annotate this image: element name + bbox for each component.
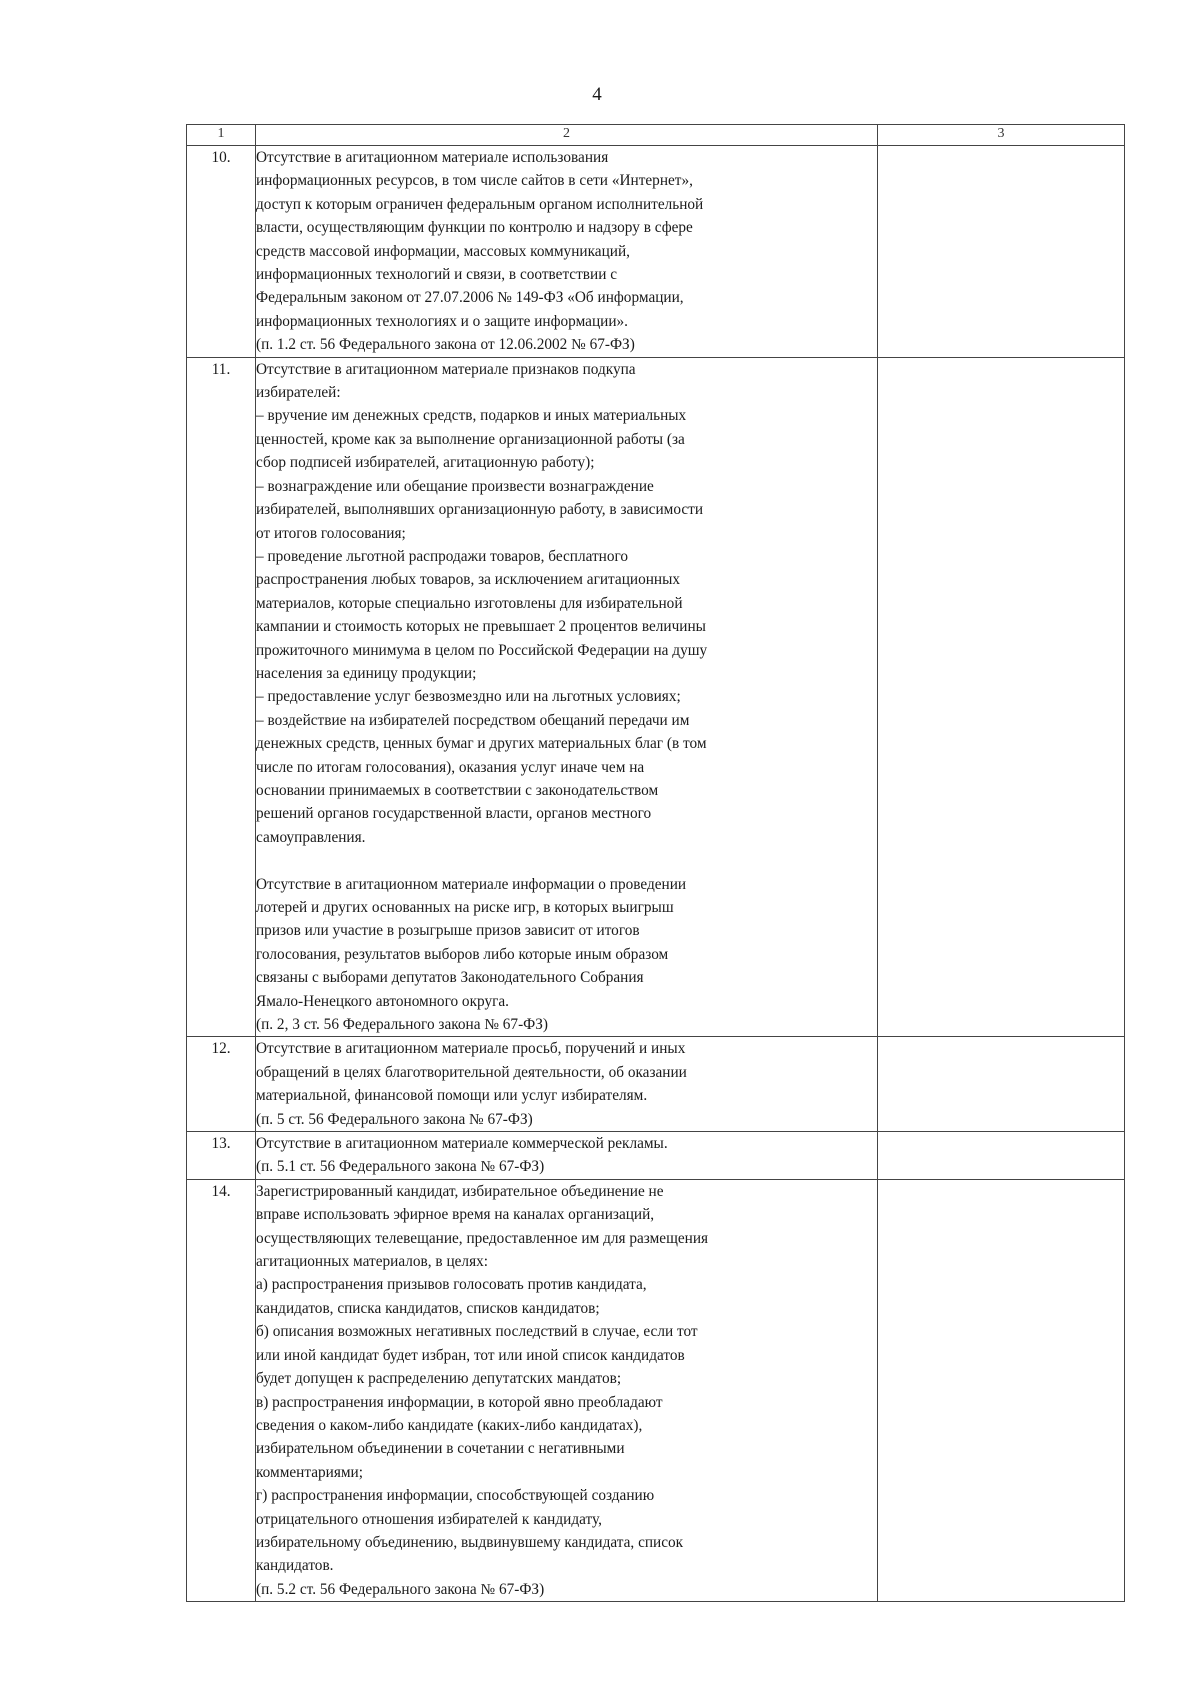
table-row bbox=[187, 1037, 1125, 1132]
row-number: 10. bbox=[187, 146, 256, 358]
page-number: 4 bbox=[592, 84, 602, 105]
row-text bbox=[256, 1132, 878, 1180]
text-line: избирателей: bbox=[256, 384, 341, 402]
row-notes-cell bbox=[878, 1179, 1125, 1601]
text-line: б) описания возможных негативных последствий в случае, если тот bbox=[256, 1323, 698, 1341]
row-number: 14. bbox=[187, 1179, 256, 1601]
text-line: самоуправления. bbox=[256, 828, 366, 846]
table-row bbox=[187, 1132, 1125, 1180]
text-line: власти, осуществляющим функции по контролю и надзору в сфере bbox=[256, 219, 693, 237]
row-notes-cell bbox=[878, 357, 1125, 1037]
text-line: – предоставление услуг безвозмездно или на льготных условиях; bbox=[256, 688, 681, 706]
row-number: 13. bbox=[187, 1132, 256, 1180]
text-line: осуществляющих телевещание, предоставленное им для размещения bbox=[256, 1229, 709, 1247]
text-line: отрицательного отношения избирателей к кандидату, bbox=[256, 1510, 602, 1528]
text-line: материалов, которые специально изготовлены для избирательной bbox=[256, 594, 683, 612]
text-line: – вручение им денежных средств, подарков и иных материальных bbox=[256, 407, 687, 425]
text-line: распространения любых товаров, за исключением агитационных bbox=[256, 571, 681, 589]
text-line: Отсутствие в агитационном материале признаков подкупа bbox=[256, 360, 636, 378]
text-line: Ямало-Ненецкого автономного округа. bbox=[256, 992, 509, 1010]
text-line: Отсутствие в агитационном материале коммерческой рекламы. bbox=[256, 1135, 668, 1153]
row-notes-cell bbox=[878, 1132, 1125, 1180]
text-line: Отсутствие в агитационном материале использования bbox=[256, 149, 609, 166]
text-line: лотерей и других основанных на риске игр, в которых выигрыш bbox=[256, 898, 674, 916]
text-line: решений органов государственной власти, органов местного bbox=[256, 805, 652, 823]
text-line: вправе использовать эфирное время на каналах организаций, bbox=[256, 1206, 655, 1224]
text-line: денежных средств, ценных бумаг и других материальных благ (в том bbox=[256, 735, 707, 753]
text-line: (п. 1.2 ст. 56 Федерального закона от 12.06.2002 № 67-ФЗ) bbox=[256, 336, 635, 354]
text-line: связаны с выборами депутатов Законодательного Собрания bbox=[256, 969, 644, 987]
text-line: Отсутствие в агитационном материале информации о проведении bbox=[256, 875, 687, 893]
row-number: 12. bbox=[187, 1037, 256, 1132]
text-line: агитационных материалов, в целях: bbox=[256, 1253, 489, 1271]
text-line: кандидатов, списка кандидатов, списков кандидатов; bbox=[256, 1299, 600, 1317]
row-text bbox=[256, 357, 878, 1037]
text-line: основании принимаемых в соответствии с законодательством bbox=[256, 781, 659, 799]
text-line: числе по итогам голосования), оказания услуг иначе чем на bbox=[256, 758, 645, 776]
row-notes-cell bbox=[878, 1037, 1125, 1132]
text-line: Федеральным законом от 27.07.2006 № 149-ФЗ «Об информации, bbox=[256, 289, 684, 307]
text-line: избирателей, выполнявших организационную работу, в зависимости bbox=[256, 501, 704, 519]
column-header-3: 3 bbox=[878, 125, 1125, 146]
table-row bbox=[187, 1179, 1125, 1601]
text-line: (п. 5.1 ст. 56 Федерального закона № 67-ФЗ) bbox=[256, 1158, 545, 1176]
text-line: населения за единицу продукции; bbox=[256, 664, 477, 682]
text-line: комментариями; bbox=[256, 1463, 363, 1481]
text-line: в) распространения информации, в которой явно преобладают bbox=[256, 1393, 663, 1411]
text-line: избирательном объединении в сочетании с негативными bbox=[256, 1440, 625, 1458]
table-row bbox=[187, 146, 1125, 358]
text-line: будет допущен к распределению депутатских мандатов; bbox=[256, 1370, 622, 1388]
text-line: доступ к которым ограничен федеральным органом исполнительной bbox=[256, 195, 704, 213]
text-line: – проведение льготной распродажи товаров, бесплатного bbox=[256, 547, 629, 565]
row-text bbox=[256, 1037, 878, 1132]
text-line: от итогов голосования; bbox=[256, 524, 406, 542]
row-notes-cell bbox=[878, 146, 1125, 358]
text-line: (п. 5.2 ст. 56 Федерального закона № 67-ФЗ) bbox=[256, 1580, 545, 1598]
table-row bbox=[187, 357, 1125, 1037]
text-line: избирательному объединению, выдвинувшему кандидата, список bbox=[256, 1533, 684, 1551]
text-line: сведения о каком-либо кандидате (каких-либо кандидатах), bbox=[256, 1416, 643, 1434]
paragraph-gap bbox=[256, 849, 877, 872]
text-line: (п. 5 ст. 56 Федерального закона № 67-ФЗ) bbox=[256, 1110, 533, 1128]
text-line: материальной, финансовой помощи или услуг избирателям. bbox=[256, 1087, 648, 1105]
text-line: или иной кандидат будет избран, тот или иной список кандидатов bbox=[256, 1346, 685, 1364]
text-line: сбор подписей избирателей, агитационную работу); bbox=[256, 454, 595, 472]
text-line: обращений в целях благотворительной деятельности, об оказании bbox=[256, 1063, 687, 1081]
text-line: – воздействие на избирателей посредством обещаний передачи им bbox=[256, 711, 690, 729]
text-line: Зарегистрированный кандидат, избирательное объединение не bbox=[256, 1182, 664, 1200]
text-line: голосования, результатов выборов либо которые иным образом bbox=[256, 945, 669, 963]
row-text bbox=[256, 1179, 878, 1601]
text-line: а) распространения призывов голосовать против кандидата, bbox=[256, 1276, 647, 1294]
row-number: 11. bbox=[187, 357, 256, 1037]
text-line: (п. 2, 3 ст. 56 Федерального закона № 67-ФЗ) bbox=[256, 1016, 549, 1034]
text-line: прожиточного минимума в целом по Российской Федерации на душу bbox=[256, 641, 708, 659]
text-line: призов или участие в розыгрыше призов зависит от итогов bbox=[256, 922, 640, 940]
text-line: – вознаграждение или обещание произвести вознаграждение bbox=[256, 477, 654, 495]
column-header-2: 2 bbox=[256, 125, 878, 146]
text-line: ценностей, кроме как за выполнение организационной работы (за bbox=[256, 430, 685, 448]
row-text bbox=[256, 146, 878, 358]
column-header-1: 1 bbox=[187, 125, 256, 146]
text-line: информационных технологий и связи, в соответствии с bbox=[256, 266, 617, 284]
text-line: кандидатов. bbox=[256, 1557, 334, 1575]
text-line: средств массовой информации, массовых коммуникаций, bbox=[256, 242, 630, 260]
text-line: г) распространения информации, способствующей созданию bbox=[256, 1487, 655, 1505]
text-line: информационных ресурсов, в том числе сайтов в сети «Интернет», bbox=[256, 172, 693, 190]
text-line: Отсутствие в агитационном материале просьб, поручений и иных bbox=[256, 1040, 686, 1058]
table-header-row bbox=[187, 125, 1125, 146]
table-body bbox=[187, 146, 1125, 1602]
text-line: кампании и стоимость которых не превышает 2 процентов величины bbox=[256, 618, 706, 636]
requirements-table bbox=[186, 124, 1125, 1602]
text-line: информационных технологиях и о защите информации». bbox=[256, 312, 628, 330]
